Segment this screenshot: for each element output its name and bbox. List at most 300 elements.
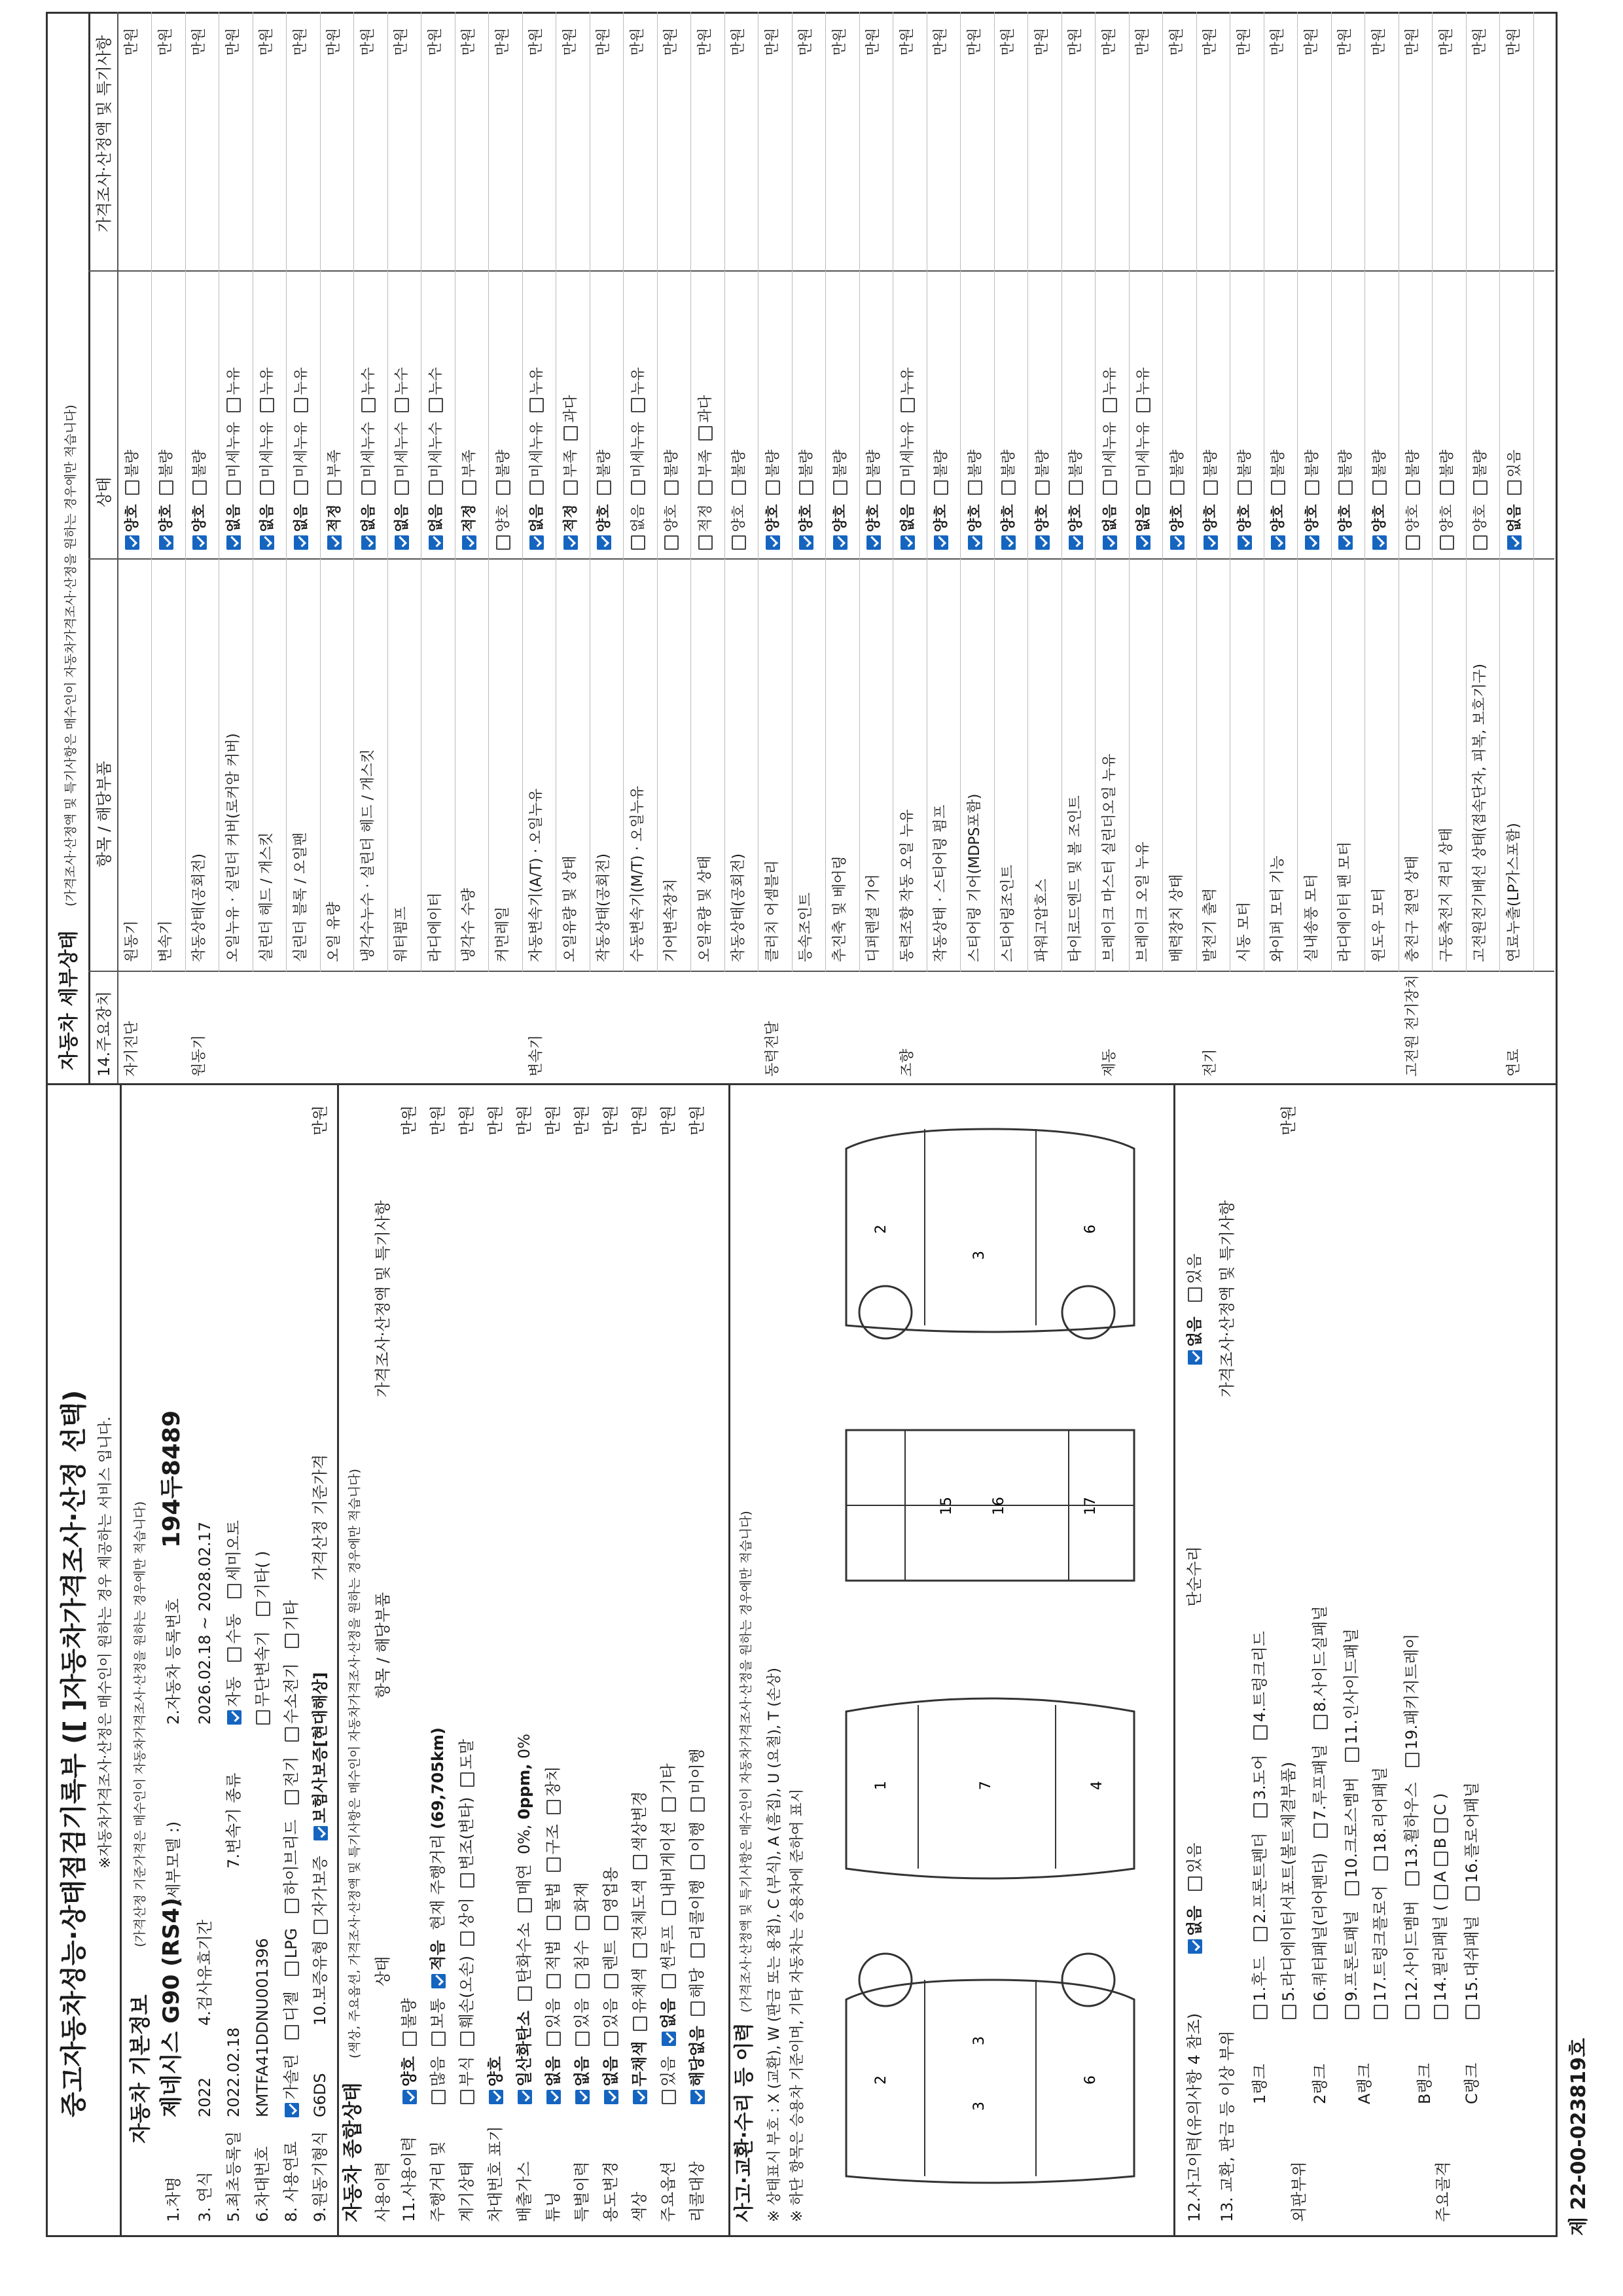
- summary-checkbox[interactable]: [604, 2090, 618, 2104]
- summary-checkbox[interactable]: [690, 2001, 705, 2016]
- checkbox-lpg[interactable]: [285, 1962, 299, 1976]
- summary-checkbox[interactable]: [546, 1974, 561, 1988]
- checkbox-self-warranty[interactable]: [313, 1920, 328, 1934]
- detail-checkbox[interactable]: [1204, 480, 1218, 495]
- warranty-label: 10.보증유형: [311, 1940, 329, 2026]
- detail-options: 없음 미세누수 누수: [429, 358, 444, 550]
- detail-checkbox[interactable]: [1103, 480, 1117, 495]
- checkbox-diesel[interactable]: [285, 2025, 299, 2039]
- summary-checkbox[interactable]: [460, 1931, 474, 1946]
- detail-unit: 만원: [224, 27, 241, 56]
- car-name-label: 1.차명: [164, 2176, 183, 2222]
- detail-checkbox[interactable]: [496, 535, 510, 550]
- detail-checkbox[interactable]: [1001, 535, 1016, 550]
- detail-options: 없음 미세누수 누수: [395, 358, 410, 550]
- rank1-items: 1.후드 2.프론트펜더 3.도어 4.트렁크리드: [1252, 1631, 1268, 2019]
- detail-item: 고전원전기배선 상태(접속단자, 피복, 보호기구): [1472, 664, 1488, 962]
- rankC-label: C랭크: [1463, 2062, 1481, 2104]
- detail-checkbox[interactable]: [395, 398, 409, 412]
- detail-checkbox[interactable]: [799, 480, 813, 495]
- summary-checkbox[interactable]: [633, 2090, 647, 2104]
- detail-checkbox[interactable]: [294, 480, 308, 495]
- detail-checkbox[interactable]: [901, 398, 915, 412]
- fuel-options: 가솔린 디젤 LPG 하이브리드 전기 수소전기 기타: [283, 1600, 299, 2117]
- simple-repair-label: 단순수리: [1185, 1546, 1204, 1607]
- detail-checkbox[interactable]: [361, 398, 376, 412]
- detail-unit: 만원: [1202, 27, 1219, 56]
- detail-item: 오일누유 · 실린더 커버(로커암 커버): [224, 733, 241, 962]
- detail-options: 양호 불량: [866, 440, 882, 550]
- summary-row-options: 없음 있음 렌트 영업용: [603, 1857, 618, 2104]
- detail-item: 실내송풍 모터: [1303, 874, 1320, 962]
- summary-checkbox[interactable]: [662, 1974, 676, 1988]
- detail-checkbox[interactable]: [462, 535, 476, 550]
- summary-title: 자동차 종합상태: [342, 2082, 365, 2222]
- detail-checkbox[interactable]: [1238, 535, 1252, 550]
- summary-row-options: 양호 불량: [401, 1988, 417, 2104]
- rankA-items: 9.프론트패널 10.크로스멤버 11.인사이드패널: [1344, 1628, 1359, 2019]
- rankB-label: B랭크: [1416, 2063, 1434, 2104]
- summary-checkbox[interactable]: [575, 2090, 590, 2104]
- legend-line-1: ※ 상태표시 부호 : X (교환), W (판금 또는 용접), C (부식), A (흠집), U (요철), T (손상): [766, 1667, 783, 2222]
- detail-options: 양호 불량: [766, 440, 781, 550]
- detail-checkbox[interactable]: [429, 535, 443, 550]
- summary-row-unit: 만원: [400, 1105, 418, 1136]
- price-label: 가격산정 기준가격: [311, 1454, 329, 1581]
- detail-options: 없음 미세누유 누유: [226, 358, 241, 550]
- detail-checkbox[interactable]: [968, 480, 982, 495]
- exchange-price-note: 가격조사·산정액 및 특기사항: [1218, 1200, 1236, 1397]
- detail-checkbox[interactable]: [1271, 535, 1285, 550]
- detail-item: 추진축 및 베어링: [831, 855, 848, 962]
- summary-checkbox[interactable]: [690, 1797, 705, 1812]
- detail-unit: 만원: [764, 27, 781, 56]
- detail-checkbox[interactable]: [799, 535, 813, 550]
- detail-checkbox[interactable]: [192, 480, 207, 495]
- summary-row-unit: 만원: [486, 1105, 505, 1136]
- checkbox-electric[interactable]: [285, 1790, 299, 1804]
- car-diagram-side: [820, 1941, 1160, 2215]
- simple-repair-options: 없음 있음: [1186, 1253, 1202, 1365]
- detail-checkbox[interactable]: [1473, 535, 1488, 550]
- detail-checkbox[interactable]: [698, 535, 713, 550]
- summary-checkbox[interactable]: [518, 1898, 532, 1912]
- detail-checkbox[interactable]: [833, 480, 847, 495]
- checkbox-hydrogen[interactable]: [285, 1727, 299, 1742]
- detail-item: 파워고압호스: [1033, 878, 1050, 962]
- detail-item: 시동 모터: [1236, 901, 1253, 962]
- detail-options: 양호 불량: [1035, 440, 1050, 550]
- detail-checkbox[interactable]: [563, 480, 578, 495]
- detail-checkbox[interactable]: [159, 480, 173, 495]
- detail-unit: 만원: [562, 27, 579, 56]
- detail-options: 양호 불량: [1406, 440, 1421, 550]
- detail-checkbox[interactable]: [664, 480, 679, 495]
- detail-unit: 만원: [393, 27, 410, 56]
- engine-label: 9.원동기형식: [311, 2131, 329, 2222]
- summary-checkbox[interactable]: [662, 2032, 676, 2046]
- summary-checkbox[interactable]: [489, 2090, 503, 2104]
- detail-checkbox[interactable]: [866, 535, 881, 550]
- detail-checkbox[interactable]: [260, 535, 274, 550]
- detail-col-state: 상태: [95, 476, 113, 507]
- detail-checkbox[interactable]: [294, 535, 308, 550]
- detail-checkbox[interactable]: [563, 535, 578, 550]
- detail-options: 양호 불량: [1305, 440, 1320, 550]
- detail-checkbox[interactable]: [1440, 535, 1454, 550]
- detail-checkbox[interactable]: [597, 535, 611, 550]
- detail-checkbox[interactable]: [395, 535, 409, 550]
- detail-item: 실린더 블록 / 오일팬: [292, 832, 309, 962]
- accident-history-options: 없음 있음: [1186, 1842, 1202, 1954]
- detail-checkbox[interactable]: [462, 480, 476, 495]
- detail-checkbox[interactable]: [294, 398, 308, 412]
- detail-checkbox[interactable]: [833, 535, 847, 550]
- accident-history-label: 12.사고이력(유의사항 4 참조): [1185, 2013, 1204, 2222]
- summary-checkbox[interactable]: [662, 1797, 676, 1812]
- summary-checkbox[interactable]: [690, 2090, 705, 2104]
- trans-options: 자동 수동 세미오토: [226, 1520, 241, 1725]
- checkbox-gasoline[interactable]: [285, 2103, 299, 2117]
- detail-options: 양호 불량: [1001, 440, 1016, 550]
- detail-unit: 만원: [1000, 27, 1016, 56]
- detail-checkbox[interactable]: [226, 480, 241, 495]
- summary-checkbox[interactable]: [604, 2032, 618, 2046]
- detail-unit: 만원: [259, 27, 275, 56]
- detail-checkbox[interactable]: [159, 535, 173, 550]
- detail-checkbox[interactable]: [1305, 535, 1319, 550]
- detail-checkbox[interactable]: [361, 480, 376, 495]
- detail-checkbox[interactable]: [429, 480, 443, 495]
- detail-unit: 만원: [191, 27, 207, 56]
- detail-title: 자동차 세부상태: [58, 930, 80, 1070]
- summary-checkbox[interactable]: [546, 1916, 561, 1930]
- summary-checkbox[interactable]: [431, 2032, 446, 2046]
- summary-row-unit: 만원: [457, 1105, 476, 1136]
- detail-checkbox[interactable]: [529, 398, 544, 412]
- detail-checkbox[interactable]: [934, 535, 948, 550]
- detail-checkbox[interactable]: [1035, 535, 1050, 550]
- summary-checkbox[interactable]: [460, 2090, 474, 2104]
- detail-checkbox[interactable]: [1507, 535, 1522, 550]
- detail-checkbox[interactable]: [631, 535, 645, 550]
- panel-label-3: 3: [971, 2102, 988, 2111]
- detail-checkbox[interactable]: [1001, 480, 1016, 495]
- detail-item: 워터펌프: [393, 906, 410, 962]
- detail-checkbox[interactable]: [968, 535, 982, 550]
- checkbox-cvt[interactable]: [256, 1710, 270, 1725]
- summary-row-options: 없음 있음 적법 불법 구조 장치: [545, 1756, 561, 2104]
- detail-options: 양호 불량: [664, 440, 679, 550]
- price-unit: 만원: [311, 1105, 329, 1136]
- summary-checkbox[interactable]: [460, 2032, 474, 2046]
- summary-col-price: 가격조사·산정액 및 특기사항: [374, 1200, 392, 1397]
- left-panel: [48, 1083, 1556, 2235]
- summary-checkbox[interactable]: [431, 2090, 446, 2104]
- detail-unit: 만원: [124, 27, 140, 56]
- summary-row-label: 차대번호 표기: [486, 2126, 505, 2222]
- detail-checkbox[interactable]: [226, 398, 241, 412]
- detail-item: 구동축전지 격리 상태: [1438, 827, 1455, 962]
- summary-checkbox[interactable]: [546, 2032, 561, 2046]
- detail-options: 양호 불량: [1473, 440, 1488, 550]
- detail-checkbox[interactable]: [1372, 535, 1387, 550]
- detail-checkbox[interactable]: [563, 426, 578, 440]
- detail-checkbox[interactable]: [361, 535, 376, 550]
- detail-checkbox[interactable]: [1473, 480, 1488, 495]
- detail-unit: 만원: [629, 27, 646, 56]
- rankA-label: A랭크: [1355, 2063, 1374, 2104]
- detail-checkbox[interactable]: [1069, 480, 1083, 495]
- summary-row-unit: 만원: [515, 1105, 533, 1136]
- period-value: 2026.02.18 ~ 2028.02.17: [196, 1521, 214, 1725]
- detail-options: 없음 미세누유 누유: [1103, 358, 1118, 550]
- checkbox-simple-yes[interactable]: [1188, 1287, 1202, 1302]
- detail-checkbox[interactable]: [866, 480, 881, 495]
- detail-col-price: 가격조사·산정액 및 특기사항: [95, 35, 113, 232]
- inspection-sheet: [46, 12, 1558, 2237]
- summary-checkbox[interactable]: [575, 1974, 590, 1988]
- summary-checkbox[interactable]: [662, 2090, 676, 2104]
- detail-checkbox[interactable]: [698, 480, 713, 495]
- detail-checkbox[interactable]: [226, 535, 241, 550]
- detail-item: 라디에이터 팬 모터: [1337, 841, 1353, 962]
- detail-checkbox[interactable]: [529, 480, 544, 495]
- detail-options: 양호 불량: [1069, 440, 1084, 550]
- detail-checkbox[interactable]: [1406, 535, 1420, 550]
- detail-options: 없음 미세누유 누유: [260, 358, 275, 550]
- rank1-label: 1랭크: [1251, 2064, 1269, 2104]
- checkbox-hybrid[interactable]: [285, 1899, 299, 1913]
- summary-checkbox[interactable]: [690, 1855, 705, 1869]
- detail-checkbox[interactable]: [1406, 480, 1420, 495]
- detail-checkbox[interactable]: [125, 535, 139, 550]
- summary-checkbox[interactable]: [633, 1855, 647, 1869]
- warranty-options: 자가보증 보험사보증[현대해상]: [312, 1672, 328, 1934]
- detail-options: 양호 불량: [934, 440, 949, 550]
- panel-label-1: 1: [873, 1781, 889, 1790]
- summary-checkbox[interactable]: [402, 2032, 417, 2046]
- summary-checkbox[interactable]: [402, 2090, 417, 2104]
- summary-checkbox[interactable]: [690, 1943, 705, 1958]
- detail-options: 양호 불량: [1440, 440, 1455, 550]
- panel-label-17: 17: [1082, 1497, 1099, 1515]
- detail-options: 양호 불량: [597, 440, 612, 550]
- detail-unit: 만원: [730, 27, 747, 56]
- summary-row-unit: 만원: [573, 1105, 591, 1136]
- summary-row-label: 색상: [630, 2191, 649, 2222]
- summary-checkbox[interactable]: [546, 2090, 561, 2104]
- detail-item: 클러치 어셈블리: [764, 860, 781, 962]
- summary-checkbox[interactable]: [633, 1943, 647, 1958]
- detail-options: 양호 불량: [1372, 440, 1387, 550]
- summary-row-unit: 만원: [659, 1105, 677, 1136]
- detail-checkbox[interactable]: [631, 398, 645, 412]
- detail-checkbox[interactable]: [901, 535, 915, 550]
- summary-checkbox[interactable]: [575, 1916, 590, 1930]
- detail-checkbox[interactable]: [1103, 535, 1117, 550]
- detail-checkbox[interactable]: [1338, 535, 1353, 550]
- detail-checkbox[interactable]: [1305, 480, 1319, 495]
- checkbox-accident-yes[interactable]: [1188, 1876, 1202, 1891]
- checkbox-semi[interactable]: [227, 1584, 241, 1598]
- summary-checkbox[interactable]: [604, 1974, 618, 1988]
- summary-checkbox[interactable]: [460, 1772, 474, 1787]
- summary-checkbox[interactable]: [431, 1974, 446, 1988]
- detail-checkbox[interactable]: [1338, 480, 1353, 495]
- detail-checkbox[interactable]: [1372, 480, 1387, 495]
- detail-checkbox[interactable]: [766, 535, 780, 550]
- summary-checkbox[interactable]: [460, 1873, 474, 1888]
- detail-checkbox[interactable]: [496, 480, 510, 495]
- detail-unit: 만원: [1135, 27, 1151, 56]
- detail-options: 양호 불량: [1204, 440, 1219, 550]
- detail-checkbox[interactable]: [732, 535, 746, 550]
- checkbox-fuel-other[interactable]: [285, 1634, 299, 1648]
- summary-subtitle: (색상, 주요옵션, 가격조사·산정액 및 특기사항은 매수인이 자동차가격조사·산정을 원하는 경우에만 적습니다): [348, 1469, 362, 2058]
- detail-checkbox[interactable]: [429, 398, 443, 412]
- detail-group: 제동: [1101, 1049, 1118, 1077]
- detail-options: 적정 부족 과다: [563, 386, 579, 550]
- detail-unit: 만원: [1101, 27, 1118, 56]
- detail-item: 스티어링 기어(MDPS포함): [966, 793, 983, 962]
- detail-checkbox[interactable]: [664, 535, 679, 550]
- detail-checkbox[interactable]: [597, 480, 611, 495]
- detail-checkbox[interactable]: [1069, 535, 1083, 550]
- detail-item: 작동상태(공회전): [596, 853, 612, 962]
- detail-checkbox[interactable]: [1271, 480, 1285, 495]
- summary-row-label: 용도변경: [601, 2161, 620, 2222]
- detail-item: 작동상태 · 스티어링 펌프: [933, 804, 949, 962]
- summary-row-options: 해당없음 해당 리콜이행 이행 미이행: [689, 1738, 705, 2104]
- checkbox-auto[interactable]: [227, 1710, 241, 1725]
- detail-checkbox[interactable]: [732, 480, 746, 495]
- doc-number: 제 22-00-023819호: [1567, 2037, 1590, 2236]
- detail-unit: 만원: [596, 27, 612, 56]
- detail-checkbox[interactable]: [327, 535, 342, 550]
- svg-text:6: 6: [1082, 1225, 1099, 1234]
- checkbox-manual[interactable]: [227, 1647, 241, 1662]
- detail-unit: 만원: [1337, 27, 1353, 56]
- panel-label-16: 16: [991, 1497, 1007, 1515]
- fuel-label: 8. 사용연료: [282, 2141, 300, 2222]
- summary-row-unit: 만원: [688, 1105, 706, 1136]
- detail-item: 충전구 절연 상태: [1404, 855, 1421, 962]
- accident-subtitle: (가격조사·산정액 및 특기사항은 매수인이 자동차가격조사·산정을 원하는 경우에만 적습니다): [739, 1511, 753, 2013]
- detail-unit: 만원: [427, 27, 444, 56]
- detail-item: 오일유량 및 상태: [562, 855, 579, 962]
- detail-options: 양호 불량: [799, 440, 814, 550]
- summary-checkbox[interactable]: [662, 1901, 676, 1915]
- detail-checkbox[interactable]: [1170, 480, 1185, 495]
- summary-checkbox[interactable]: [518, 2090, 532, 2104]
- detail-options: 양호 불량: [833, 440, 848, 550]
- checkbox-accident-none[interactable]: [1188, 1939, 1202, 1954]
- detail-checkbox[interactable]: [260, 398, 274, 412]
- detail-checkbox[interactable]: [1204, 535, 1218, 550]
- car-diagram-side-right: [820, 1103, 1160, 1365]
- detail-checkbox[interactable]: [395, 480, 409, 495]
- svg-text:3: 3: [971, 1251, 988, 1260]
- detail-options: 양호 불량: [192, 440, 207, 550]
- summary-checkbox[interactable]: [604, 1916, 618, 1930]
- detail-checkbox[interactable]: [327, 480, 342, 495]
- detail-checkbox[interactable]: [529, 535, 544, 550]
- detail-checkbox[interactable]: [901, 480, 915, 495]
- detail-checkbox[interactable]: [1136, 535, 1150, 550]
- detail-unit: 만원: [461, 27, 477, 56]
- detail-item: 수동변속기(M/T) · 오일누유: [629, 785, 646, 962]
- year-label: 3. 연식: [196, 2172, 214, 2222]
- detail-options: 없음 미세누유 누유: [1136, 358, 1151, 550]
- detail-checkbox[interactable]: [934, 480, 948, 495]
- detail-unit: 만원: [292, 27, 309, 56]
- detail-checkbox[interactable]: [1103, 398, 1117, 412]
- detail-unit: 만원: [1472, 27, 1488, 56]
- summary-row-options: 일산화탄소 탄화수소 매연 0%, 0ppm, 0%: [516, 1734, 532, 2104]
- detail-checkbox[interactable]: [1238, 480, 1252, 495]
- detail-options: 양호 불량: [1338, 440, 1353, 550]
- detail-checkbox[interactable]: [1440, 480, 1454, 495]
- summary-checkbox[interactable]: [546, 1857, 561, 1872]
- summary-checkbox[interactable]: [575, 2032, 590, 2046]
- detail-unit: 만원: [1067, 27, 1084, 56]
- checkbox-other[interactable]: [256, 1602, 270, 1616]
- detail-checkbox[interactable]: [192, 535, 207, 550]
- detail-options: 적정 부족: [462, 440, 477, 550]
- detail-options: 양호 불량: [1238, 440, 1253, 550]
- detail-subtitle: (가격조사·산정액 및 특기사항은 매수인이 자동차가격조사·산정을 원하는 경우에만 적습니다): [63, 404, 78, 906]
- panel-label-2: 2: [873, 2075, 889, 2085]
- detail-unit: 만원: [1168, 27, 1185, 56]
- checkbox-simple-none[interactable]: [1188, 1350, 1202, 1365]
- detail-group: 연료: [1505, 1049, 1522, 1077]
- summary-row-options: 양호: [488, 2046, 503, 2104]
- summary-col-item: 사용이력: [374, 2161, 392, 2222]
- rank2-items: 6.쿼터패널(리어펜더) 7.루프패널 8.사이드실패널: [1312, 1605, 1328, 2019]
- detail-col-item: 항목 / 해당부품: [95, 761, 113, 867]
- detail-checkbox[interactable]: [1136, 480, 1150, 495]
- summary-checkbox[interactable]: [546, 1800, 561, 1814]
- reg-value: 194두8489: [158, 1410, 185, 1548]
- detail-item: 변속기: [157, 920, 174, 962]
- summary-checkbox[interactable]: [633, 2017, 647, 2031]
- detail-checkbox[interactable]: [125, 480, 139, 495]
- car-diagram-frame: [820, 1378, 1160, 1640]
- car-diagram-top: [820, 1653, 1160, 1928]
- summary-col-state: 상태: [374, 1956, 392, 1986]
- panel-label-4: 4: [1089, 1781, 1105, 1790]
- detail-checkbox[interactable]: [1170, 535, 1185, 550]
- detail-group: 원동기: [191, 1035, 207, 1077]
- detail-checkbox[interactable]: [1035, 480, 1050, 495]
- detail-checkbox[interactable]: [698, 426, 713, 440]
- summary-checkbox[interactable]: [518, 1986, 532, 2001]
- rank1-items-2: 5.라디에이터서포트(볼트체결부품): [1281, 1762, 1296, 2019]
- checkbox-insurance-warranty[interactable]: [313, 1826, 328, 1840]
- basic-subtitle: (가격산정 기준가격은 매수인이 자동차가격조사·산정을 원하는 경우에만 적습니다): [133, 1501, 147, 1947]
- detail-checkbox[interactable]: [1136, 398, 1150, 412]
- detail-checkbox[interactable]: [1507, 480, 1522, 495]
- detail-checkbox[interactable]: [766, 480, 780, 495]
- first-reg-label: 5.최초등록일: [224, 2131, 243, 2222]
- summary-row-unit: 만원: [429, 1105, 447, 1136]
- panel-label-6: 6: [1082, 2075, 1099, 2085]
- detail-checkbox[interactable]: [631, 480, 645, 495]
- first-reg-value: 2022.02.18: [224, 2027, 243, 2117]
- detail-item: 연료누출(LP가스포함): [1505, 823, 1522, 962]
- detail-checkbox[interactable]: [260, 480, 274, 495]
